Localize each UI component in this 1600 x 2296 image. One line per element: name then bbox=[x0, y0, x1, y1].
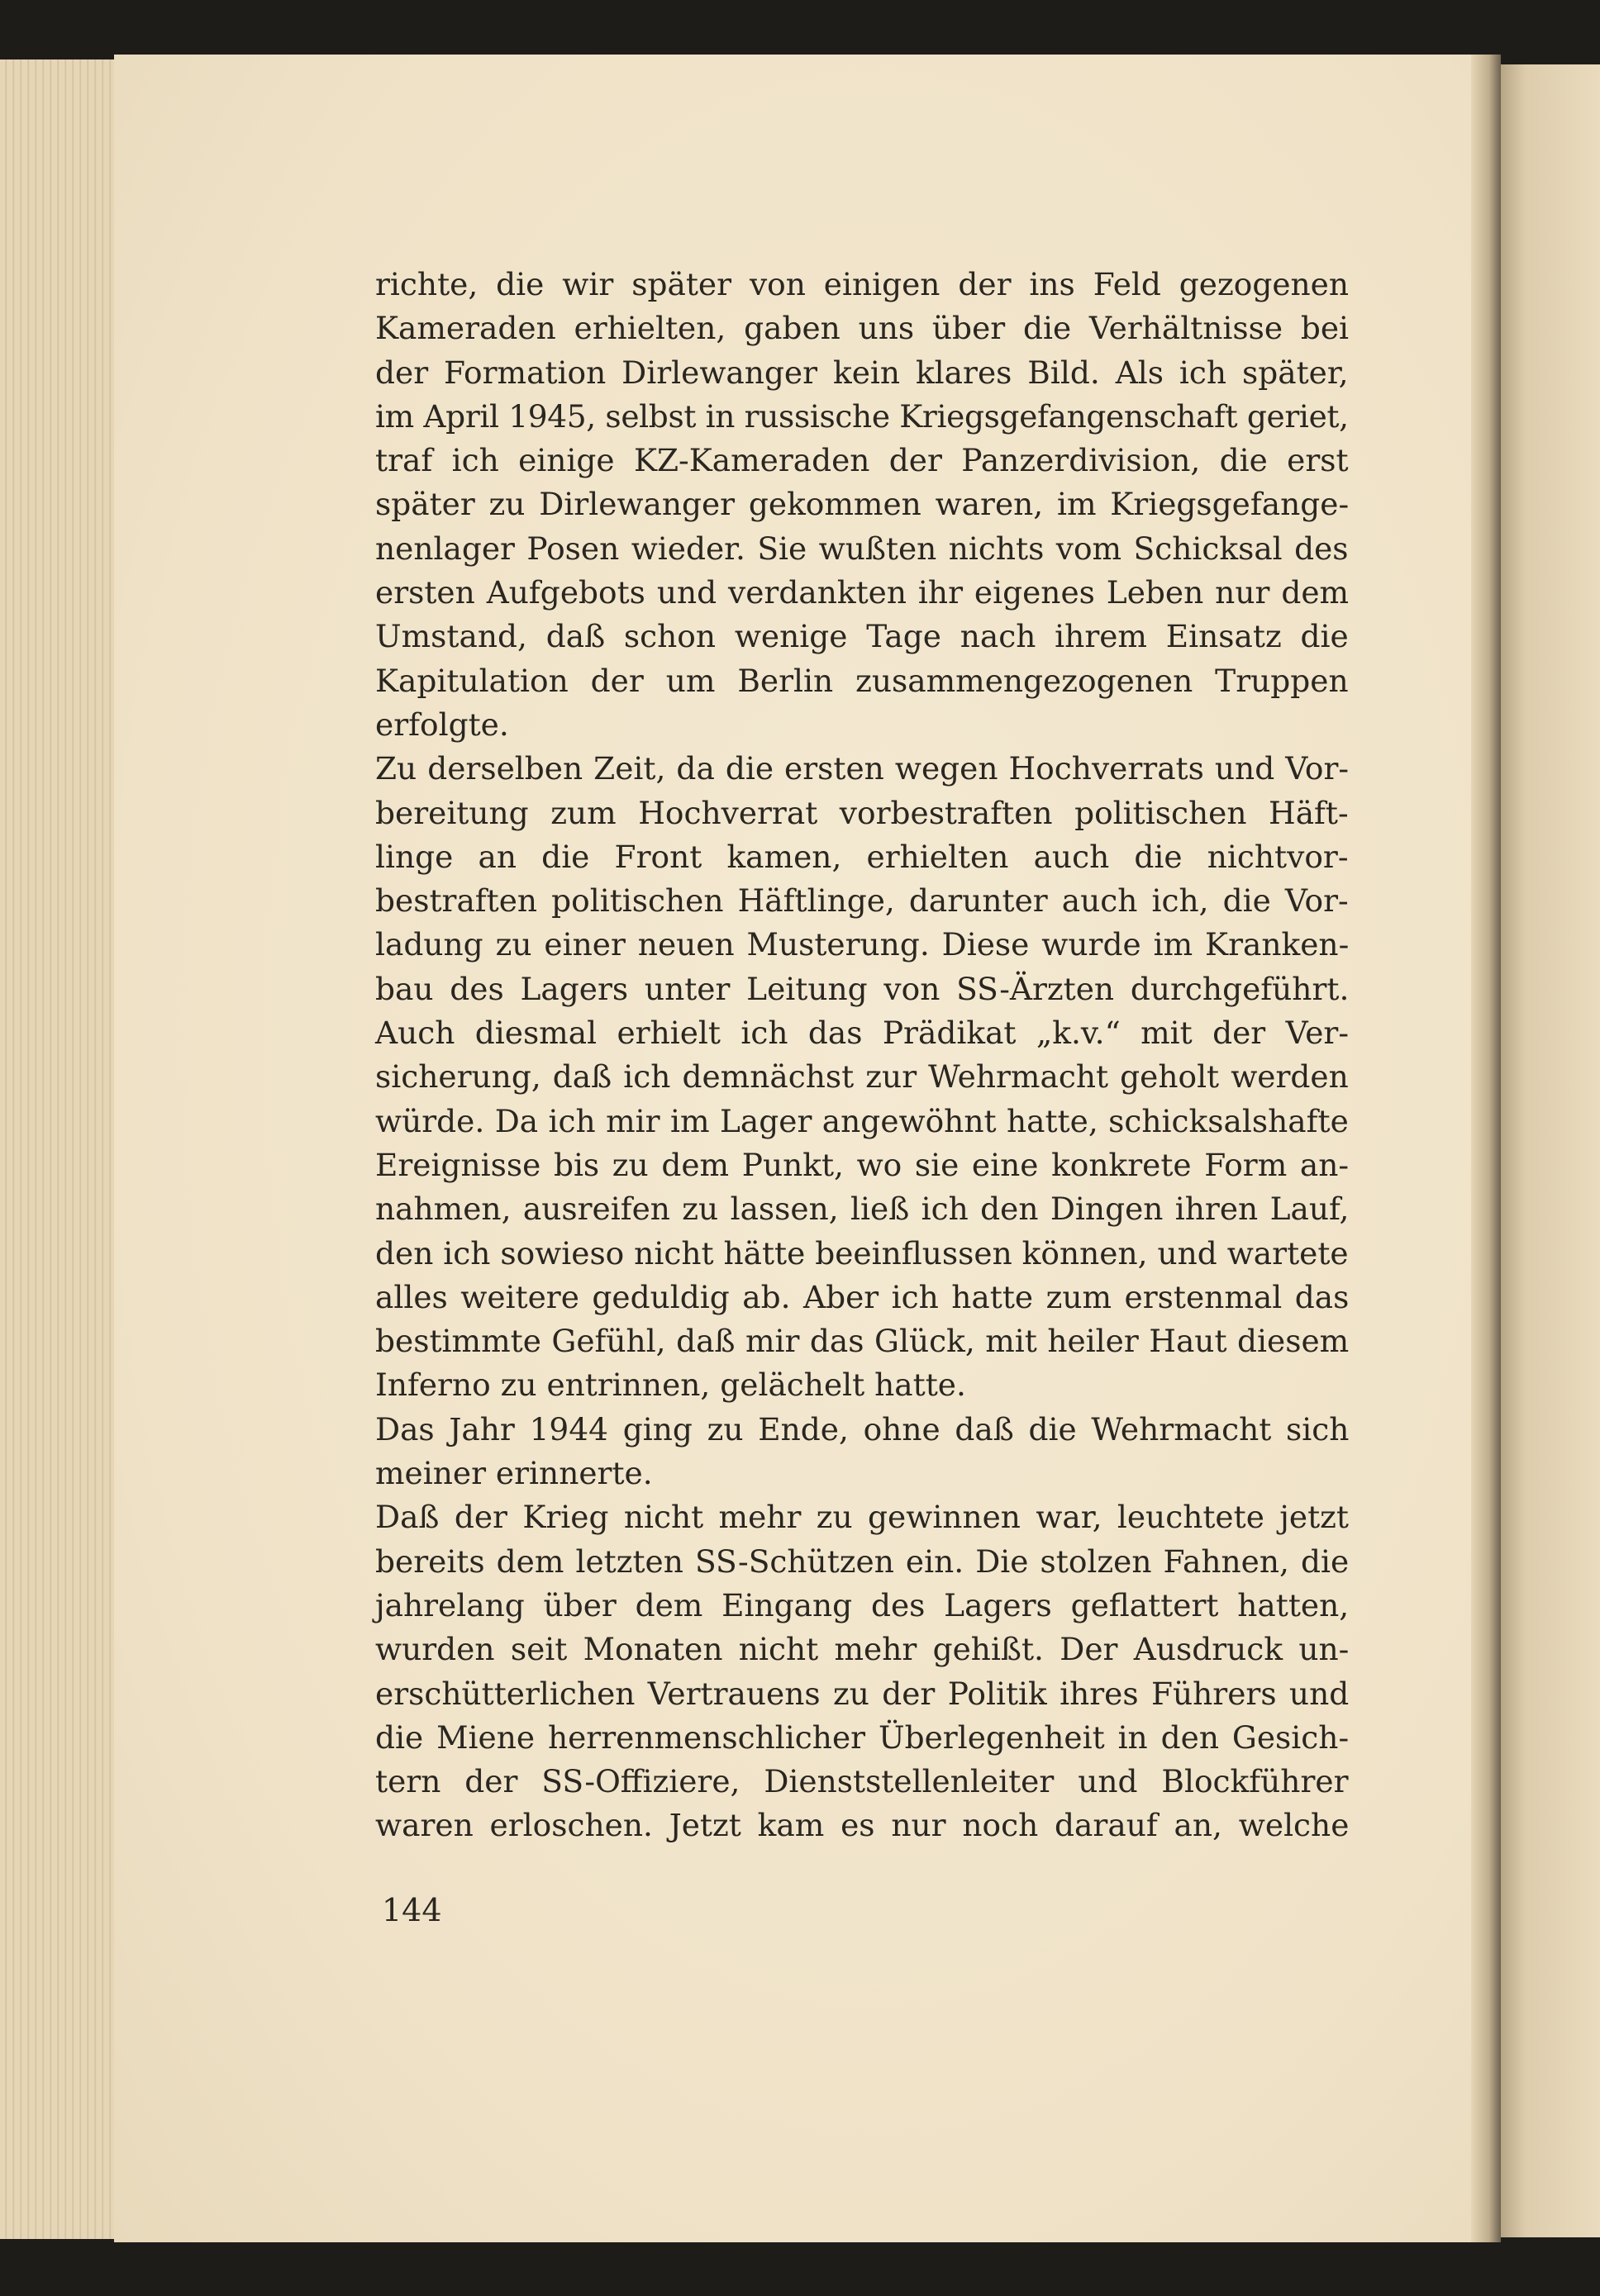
text-line: Umstand, daß schon wenige Tage nach ihrem Einsatz die bbox=[375, 618, 1349, 655]
text-line: traf ich einige KZ-Kameraden der Panzerdivision, die erst bbox=[375, 442, 1349, 479]
text-line: nenlager Posen wieder. Sie wußten nichts vom Schicksal des bbox=[375, 530, 1349, 567]
text-line: Kapitulation der um Berlin zusammengezogenen Truppen bbox=[375, 662, 1349, 699]
text-line: Ereignisse bis zu dem Punkt, wo sie eine konkrete Form an- bbox=[375, 1146, 1350, 1183]
text-line: Daß der Krieg nicht mehr zu gewinnen war, leuchtete jetzt bbox=[375, 1499, 1349, 1536]
book-page-edges bbox=[0, 59, 124, 2239]
text-line: erfolgte. bbox=[375, 706, 509, 743]
text-line: richte, die wir später von einigen der ins Feld gezogenen bbox=[375, 266, 1350, 302]
text-line: bau des Lagers unter Leitung von SS-Ärzten durchgeführt. bbox=[375, 970, 1350, 1007]
text-line: bereitung zum Hochverrat vorbestraften politischen Häft- bbox=[375, 794, 1349, 831]
text-line: Kameraden erhielten, gaben uns über die Verhältnisse bei bbox=[375, 310, 1350, 347]
facing-page-edge bbox=[1501, 64, 1600, 2237]
text-line: im April 1945, selbst in russische Kriegsgefangenschaft geriet, bbox=[375, 397, 1349, 435]
text-line: ersten Aufgebots und verdankten ihr eigenes Leben nur dem bbox=[375, 574, 1350, 611]
text-line: linge an die Front kamen, erhielten auch die nichtvor- bbox=[375, 838, 1349, 875]
text-line: später zu Dirlewanger gekommen waren, im Kriegsgefange- bbox=[375, 486, 1350, 523]
book-gutter bbox=[1471, 55, 1501, 2242]
text-line: Zu derselben Zeit, da die ersten wegen Hochverrats und Vor- bbox=[375, 750, 1350, 787]
text-line: ladung zu einer neuen Musterung. Diese wurde im Kranken- bbox=[375, 926, 1350, 963]
text-line: bereits dem letzten SS-Schützen ein. Die stolzen Fahnen, die bbox=[375, 1543, 1350, 1580]
text-line: Das Jahr 1944 ging zu Ende, ohne daß die Wehrmacht sich bbox=[375, 1410, 1350, 1447]
text-line: der Formation Dirlewanger kein klares Bild. Als ich später, bbox=[375, 354, 1349, 391]
text-line: Auch diesmal erhielt ich das Prädikat „k.v.“ mit der Ver- bbox=[375, 1015, 1350, 1052]
text-line: nahmen, ausreifen zu lassen, ließ ich den Dingen ihren Lauf, bbox=[375, 1191, 1350, 1228]
text-line: die Miene herrenmenschlicher Überlegenheit in den Gesich- bbox=[375, 1718, 1350, 1756]
text-line: waren erloschen. Jetzt kam es nur noch darauf an, welche bbox=[375, 1807, 1350, 1844]
text-line: jahrelang über dem Eingang des Lagers geflattert hatten, bbox=[375, 1586, 1350, 1623]
text-line: Inferno zu entrinnen, gelächelt hatte. bbox=[375, 1367, 966, 1404]
text-line: tern der SS-Offiziere, Dienststellenleiter und Blockführer bbox=[375, 1763, 1349, 1800]
body-text bbox=[375, 263, 1349, 1848]
text-line: bestraften politischen Häftlinge, darunter auch ich, die Vor- bbox=[375, 882, 1349, 920]
text-line: alles weitere geduldig ab. Aber ich hatte zum erstenmal das bbox=[375, 1278, 1350, 1315]
page-number: 144 bbox=[382, 1892, 442, 1928]
text-line: bestimmte Gefühl, daß mir das Glück, mit heiler Haut diesem bbox=[375, 1323, 1350, 1360]
text-line: erschütterlichen Vertrauens zu der Politik ihres Führers und bbox=[375, 1675, 1350, 1712]
text-line: den ich sowieso nicht hätte beeinflussen können, und wartete bbox=[375, 1234, 1349, 1272]
text-line: würde. Da ich mir im Lager angewöhnt hatte, schicksalshafte bbox=[375, 1102, 1349, 1139]
text-line: meiner erinnerte. bbox=[375, 1455, 653, 1492]
text-line: sicherung, daß ich demnächst zur Wehrmacht geholt werden bbox=[375, 1058, 1349, 1096]
text-line: wurden seit Monaten nicht mehr gehißt. Der Ausdruck un- bbox=[375, 1631, 1350, 1668]
